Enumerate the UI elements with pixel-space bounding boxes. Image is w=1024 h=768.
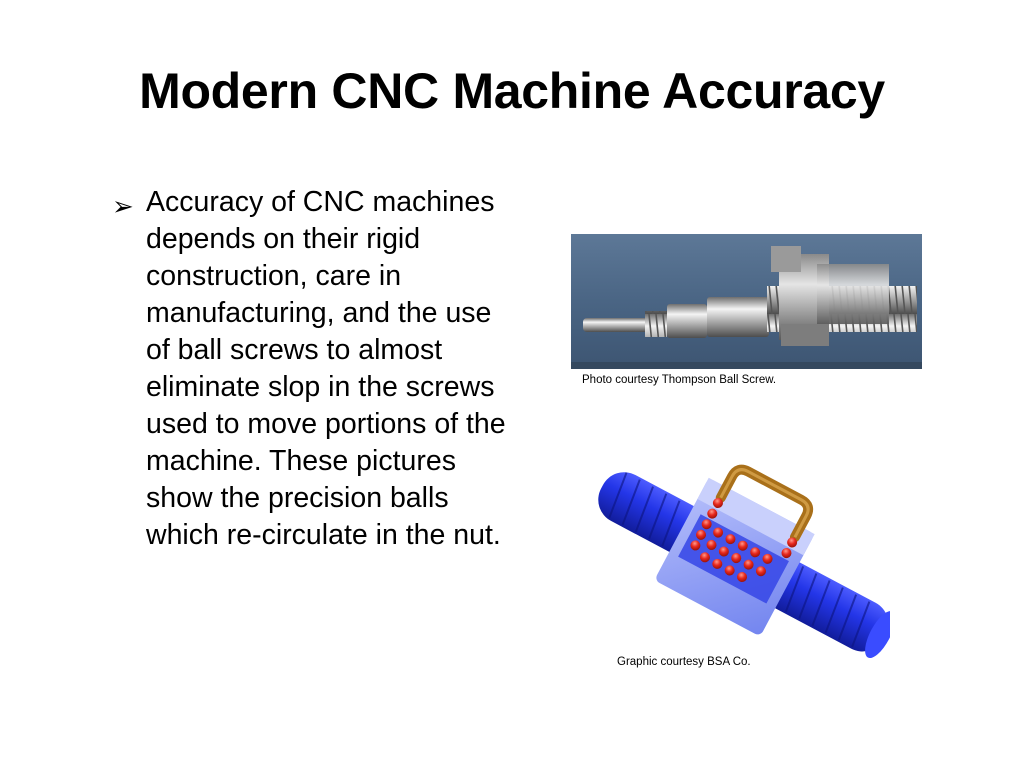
slide-title: Modern CNC Machine Accuracy <box>139 63 885 119</box>
ball-screw-graphic <box>594 455 890 665</box>
arrow-bullet-icon: ➢ <box>112 191 134 221</box>
ball-screw-photo <box>571 234 922 369</box>
graphic-caption: Graphic courtesy BSA Co. <box>617 656 751 668</box>
photo-caption: Photo courtesy Thompson Ball Screw. <box>582 374 777 386</box>
bullet-text: Accuracy of CNC machines depends on their rigid construction, care in manufacturing, and the use of ball screws to almost eliminate slop in the screws used to move portions of the machine. These pictures show the precision balls which re-circulate in the nut. <box>146 186 506 551</box>
